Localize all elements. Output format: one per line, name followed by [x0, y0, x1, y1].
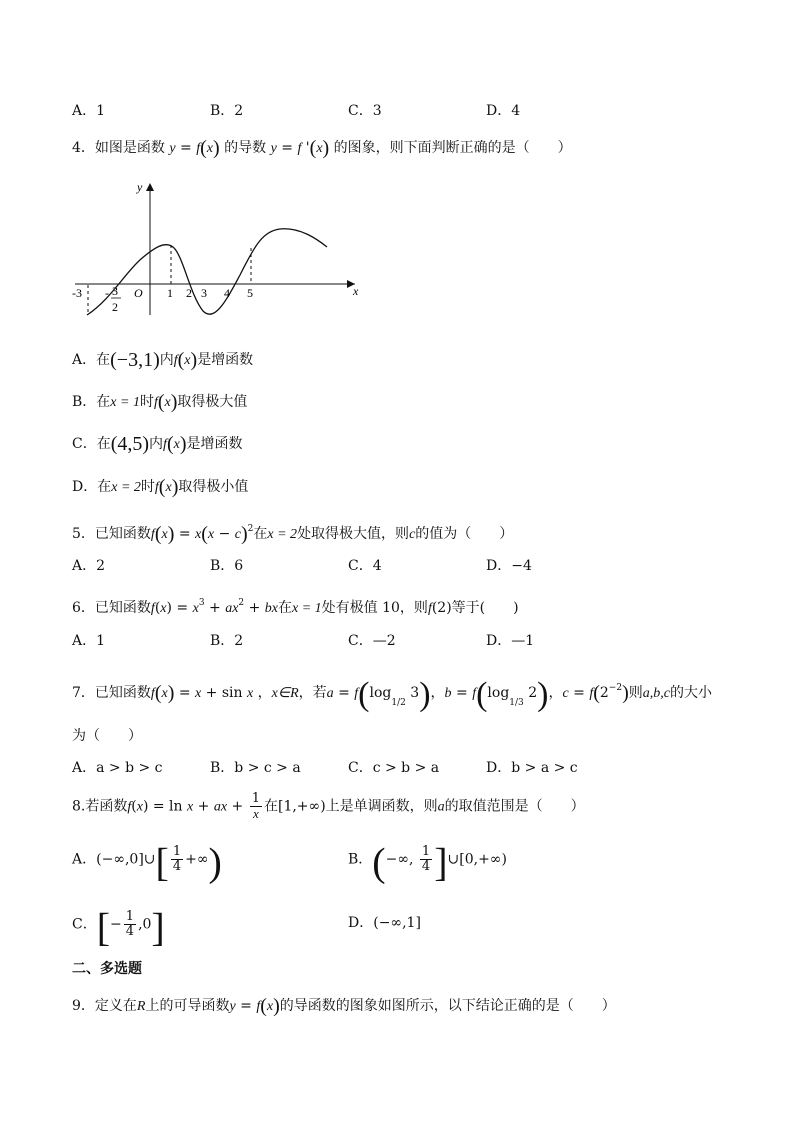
q7-option-d: D．b > a > c — [486, 760, 578, 776]
q6-option-a: A．1 — [72, 633, 106, 649]
tick-frac-num: 3 — [112, 284, 118, 298]
q6-option-d: D．—1 — [486, 633, 535, 649]
tick-5: 5 — [247, 286, 253, 300]
q4-stem: 4．如图是函数 y = f(x) 的导数 y = f '(x) 的图象，则下面判断正确的是（ ） — [72, 137, 572, 159]
tick-2: 2 — [186, 286, 192, 300]
q7-stem-line2: 为（ ） — [72, 728, 142, 744]
q3-option-d: D．4 — [486, 103, 521, 119]
q4-option-c: C．在(4,5)内f(x)是增函数 — [72, 433, 243, 455]
tick-3: 3 — [201, 286, 207, 300]
q4-option-a: A．在(−3,1)内f(x)是增函数 — [72, 349, 254, 371]
q6-option-c: C．—2 — [348, 633, 396, 649]
q3-option-a: A．1 — [72, 103, 106, 119]
q4-option-d: D．在x = 2时f(x)取得极小值 — [72, 476, 249, 498]
tick-minus-sign: - — [105, 286, 109, 300]
x-label: x — [353, 284, 359, 298]
q7-option-b: B．b > c > a — [210, 760, 301, 776]
q6-option-b: B．2 — [210, 633, 244, 649]
q8-option-a: A．(−∞,0]∪[ $\frac{1}{4}$ +∞) — [72, 839, 222, 885]
q4-derivative-graph — [65, 175, 365, 325]
q3-option-b: B．2 — [210, 103, 244, 119]
q8-option-b: B．(−∞, $\frac{1}{4}$ ]∪[0,+∞) — [348, 839, 507, 885]
q6-stem: 6．已知函数$f(x) = x^3 + ax^2$ + bx在x = 1处有极值 10，则f(2)等于( ) — [72, 598, 519, 616]
y-axis-arrow — [146, 183, 154, 191]
q5-option-a: A．2 — [72, 558, 106, 574]
tick-minus3: -3 — [72, 286, 82, 300]
y-label: y — [137, 180, 143, 194]
tick-1: 1 — [167, 286, 173, 300]
q5-option-d: D．−4 — [486, 558, 532, 574]
tick-4: 4 — [224, 286, 230, 300]
q8-option-c: C．[− $\frac{1}{4}$ ,0] — [72, 904, 165, 950]
q5-option-b: B．6 — [210, 558, 244, 574]
q8-option-d: D．(−∞,1] — [348, 915, 421, 931]
q5-stem: 5．已知函数$f(x) = x(x - c)^2$在x = 2处取得极大值，则c的值为（ ） — [72, 523, 514, 545]
origin-label: O — [134, 286, 143, 300]
q7-option-c: C．c > b > a — [348, 760, 440, 776]
q4-option-b: B．在x = 1时f(x)取得极大值 — [72, 391, 248, 413]
q9-stem: 9．定义在R上的可导函数y = f(x)的导函数的图象如图所示，以下结论正确的是（ ） — [72, 995, 616, 1017]
q5-option-c: C．4 — [348, 558, 382, 574]
section-title-multiple-choice: 二、多选题 — [72, 961, 142, 977]
q3-option-c: C．3 — [348, 103, 382, 119]
derivative-curve — [87, 229, 327, 315]
q8-stem: 8.若函数f(x) = ln x + ax + $\frac{1}{x}$ 在[1,+∞)上是单调函数，则a的取值范围是（ ） — [72, 791, 585, 821]
q7-stem: 7．已知函数f(x) = x + sin x ，x∈R，若$a = f(\log_{1/2}$ 3)，$b = f(\log_{1/3}$ 2)，$c = f(2^{-2})$则a,b,c的大小 — [72, 676, 712, 713]
tick-frac-den: 2 — [112, 300, 118, 314]
q7-option-a: A．a > b > c — [72, 760, 163, 776]
